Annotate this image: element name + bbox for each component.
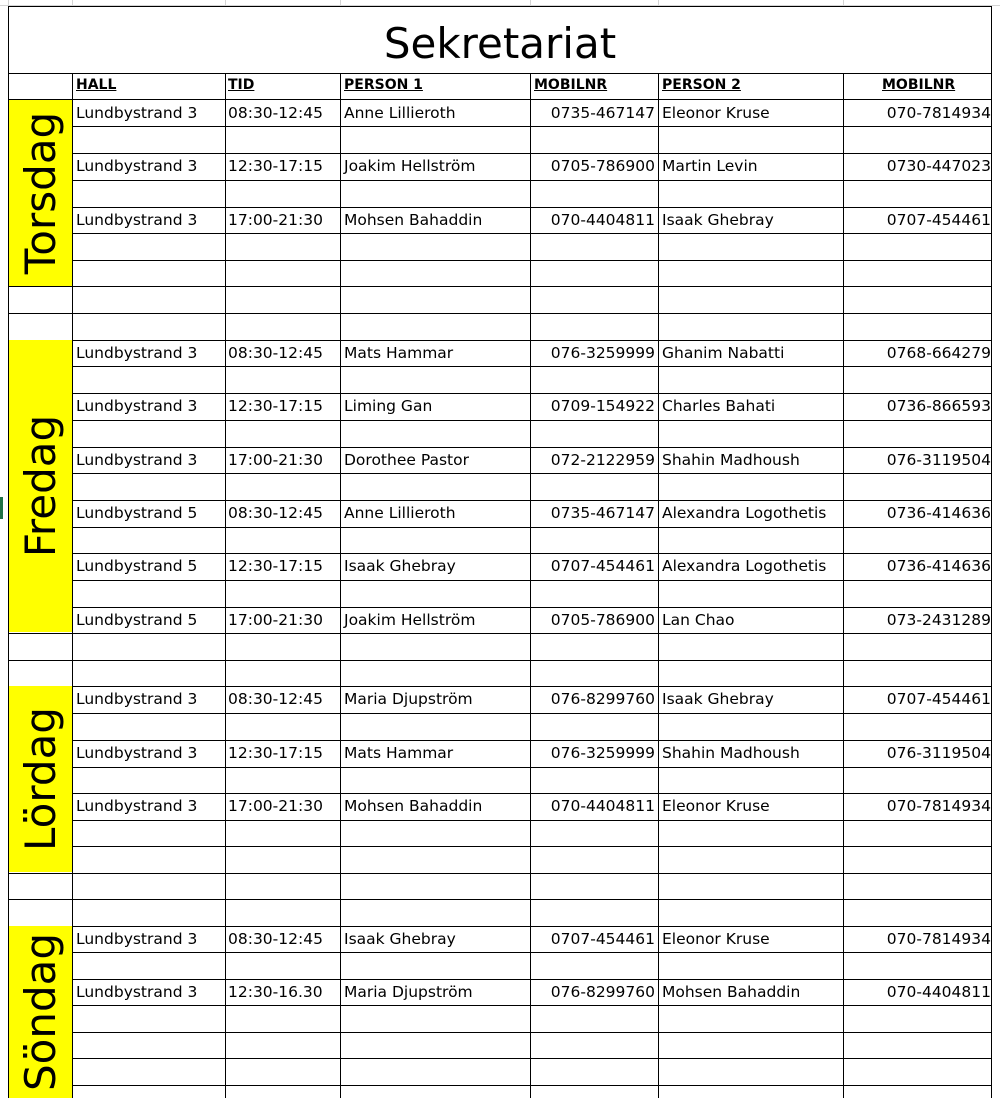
time-cell[interactable]: 12:30-17:15 [228,157,323,175]
mobile-1-cell[interactable]: 076-8299760 [550,983,655,1001]
person-1-cell[interactable]: Joakim Hellström [344,611,476,629]
border-line [843,73,844,1098]
mobile-2-cell[interactable]: 076-3119504 [886,744,991,762]
border-line [8,899,992,900]
border-line [72,73,73,1098]
person-2-cell[interactable]: Martin Levin [662,157,758,175]
day-name: Torsdag [15,111,65,275]
person-2-cell[interactable]: Shahin Madhoush [662,744,800,762]
mobile-1-cell[interactable]: 0707-454461 [550,557,655,575]
mobile-2-cell[interactable]: 0707-454461 [886,690,991,708]
mobile-1-cell[interactable]: 076-8299760 [550,690,655,708]
mobile-2-cell[interactable]: 070-7814934 [886,104,991,122]
mobile-2-cell[interactable]: 0736-866593 [886,397,991,415]
border-line [8,313,992,314]
border-line [8,180,992,181]
border-line [8,1085,992,1086]
person-2-cell[interactable]: Eleonor Kruse [662,930,770,948]
border-line [8,660,992,661]
header-mobilnr-1: MOBILNR [534,77,608,93]
mobile-2-cell[interactable]: 070-4404811 [886,983,991,1001]
mobile-1-cell[interactable]: 0705-786900 [550,611,655,629]
time-cell[interactable]: 08:30-12:45 [228,504,323,522]
person-2-cell[interactable]: Eleonor Kruse [662,104,770,122]
mobile-2-cell[interactable]: 070-7814934 [886,930,991,948]
border-line [8,286,992,287]
person-1-cell[interactable]: Mohsen Bahaddin [344,797,483,815]
person-1-cell[interactable]: Isaak Ghebray [344,557,456,575]
border-line [8,952,992,953]
header-person-1: PERSON 1 [344,77,423,93]
day-name: Fredag [15,414,65,558]
mobile-2-cell[interactable]: 073-2431289 [886,611,991,629]
border-line [8,366,992,367]
mobile-1-cell[interactable]: 0705-786900 [550,157,655,175]
day-label-fredag [9,340,72,632]
mobile-2-cell[interactable]: 076-3119504 [886,451,991,469]
day-name: Lördag [15,707,65,851]
hall-cell[interactable]: Lundbystrand 3 [76,157,198,175]
time-cell[interactable]: 12:30-16.30 [228,983,323,1001]
mobile-1-cell[interactable]: 0709-154922 [550,397,655,415]
person-2-cell[interactable]: Lan Chao [662,611,735,629]
mobile-2-cell[interactable]: 0736-414636 [886,557,991,575]
hall-cell[interactable]: Lundbystrand 3 [76,797,198,815]
day-label-sondag [9,926,72,1098]
border-line [8,99,992,100]
border-line [8,873,992,874]
mobile-2-cell[interactable]: 0707-454461 [886,211,991,229]
person-1-cell[interactable]: Maria Djupström [344,690,473,708]
mobile-1-cell[interactable]: 0707-454461 [550,930,655,948]
border-line [658,73,659,1098]
hall-cell[interactable]: Lundbystrand 3 [76,930,198,948]
day-label-torsdag [9,100,72,286]
hall-cell[interactable]: Lundbystrand 5 [76,504,198,522]
person-1-cell[interactable]: Liming Gan [344,397,433,415]
time-cell[interactable]: 12:30-17:15 [228,744,323,762]
time-cell[interactable]: 17:00-21:30 [228,451,323,469]
mobile-1-cell[interactable]: 0735-467147 [550,504,655,522]
sheet-title: Sekretariat [383,19,617,68]
border-line [8,473,992,474]
hall-cell[interactable]: Lundbystrand 5 [76,611,198,629]
time-cell[interactable]: 17:00-21:30 [228,211,323,229]
hall-cell[interactable]: Lundbystrand 3 [76,344,198,362]
border-line [8,420,992,421]
day-name: Söndag [15,932,65,1092]
border-line [991,6,992,1098]
border-line [8,527,992,528]
time-cell[interactable]: 12:30-17:15 [228,557,323,575]
mobile-2-cell[interactable]: 0736-414636 [886,504,991,522]
border-line [8,580,992,581]
hall-cell[interactable]: Lundbystrand 5 [76,557,198,575]
border-line [8,820,992,821]
hall-cell[interactable]: Lundbystrand 3 [76,690,198,708]
person-2-cell[interactable]: Isaak Ghebray [662,211,774,229]
person-1-cell[interactable]: Anne Lillieroth [344,104,456,122]
hall-cell[interactable]: Lundbystrand 3 [76,104,198,122]
header-tid: TID [228,77,255,93]
border-line [8,260,992,261]
person-2-cell[interactable]: Eleonor Kruse [662,797,770,815]
person-1-cell[interactable]: Mohsen Bahaddin [344,211,483,229]
header-hall: HALL [76,77,117,93]
person-1-cell[interactable]: Mats Hammar [344,344,454,362]
time-cell[interactable]: 08:30-12:45 [228,690,323,708]
person-1-cell[interactable]: Dorothee Pastor [344,451,469,469]
mobile-1-cell[interactable]: 072-2122959 [550,451,655,469]
border-line [225,73,226,1098]
border-line [530,73,531,1098]
person-2-cell[interactable]: Mohsen Bahaddin [662,983,801,1001]
border-line [8,846,992,847]
border-line [340,73,341,1098]
person-2-cell[interactable]: Shahin Madhoush [662,451,800,469]
day-label-lordag [9,686,72,872]
row-selection-marker [0,497,3,519]
border-line [8,767,992,768]
border-line [8,1005,992,1006]
hall-cell[interactable]: Lundbystrand 3 [76,744,198,762]
person-2-cell[interactable]: Ghanim Nabatti [662,344,785,362]
person-1-cell[interactable]: Anne Lillieroth [344,504,456,522]
hall-cell[interactable]: Lundbystrand 3 [76,211,198,229]
mobile-1-cell[interactable]: 070-4404811 [550,797,655,815]
mobile-1-cell[interactable]: 0735-467147 [550,104,655,122]
border-line [8,126,992,127]
hall-cell[interactable]: Lundbystrand 3 [76,451,198,469]
person-2-cell[interactable]: Isaak Ghebray [662,690,774,708]
header-person-2: PERSON 2 [662,77,741,93]
border-line [8,713,992,714]
time-cell[interactable]: 08:30-12:45 [228,930,323,948]
time-cell[interactable]: 12:30-17:15 [228,397,323,415]
person-1-cell[interactable]: Maria Djupström [344,983,473,1001]
person-1-cell[interactable]: Mats Hammar [344,744,454,762]
hall-cell[interactable]: Lundbystrand 3 [76,983,198,1001]
person-1-cell[interactable]: Joakim Hellström [344,157,476,175]
mobile-1-cell[interactable]: 076-3259999 [550,344,655,362]
border-line [8,1032,992,1033]
border-line [8,633,992,634]
time-cell[interactable]: 17:00-21:30 [228,797,323,815]
person-2-cell[interactable]: Alexandra Logothetis [662,557,827,575]
mobile-2-cell[interactable]: 070-7814934 [886,797,991,815]
time-cell[interactable]: 17:00-21:30 [228,611,323,629]
mobile-2-cell[interactable]: 0730-447023 [886,157,991,175]
border-line [8,6,992,7]
mobile-1-cell[interactable]: 070-4404811 [550,211,655,229]
time-cell[interactable]: 08:30-12:45 [228,104,323,122]
mobile-1-cell[interactable]: 076-3259999 [550,744,655,762]
header-mobilnr-2: MOBILNR [882,77,956,93]
person-1-cell[interactable]: Isaak Ghebray [344,930,456,948]
person-2-cell[interactable]: Charles Bahati [662,397,776,415]
border-line [8,233,992,234]
time-cell[interactable]: 08:30-12:45 [228,344,323,362]
mobile-2-cell[interactable]: 0768-664279 [886,344,991,362]
hall-cell[interactable]: Lundbystrand 3 [76,397,198,415]
border-line [8,1058,992,1059]
person-2-cell[interactable]: Alexandra Logothetis [662,504,827,522]
